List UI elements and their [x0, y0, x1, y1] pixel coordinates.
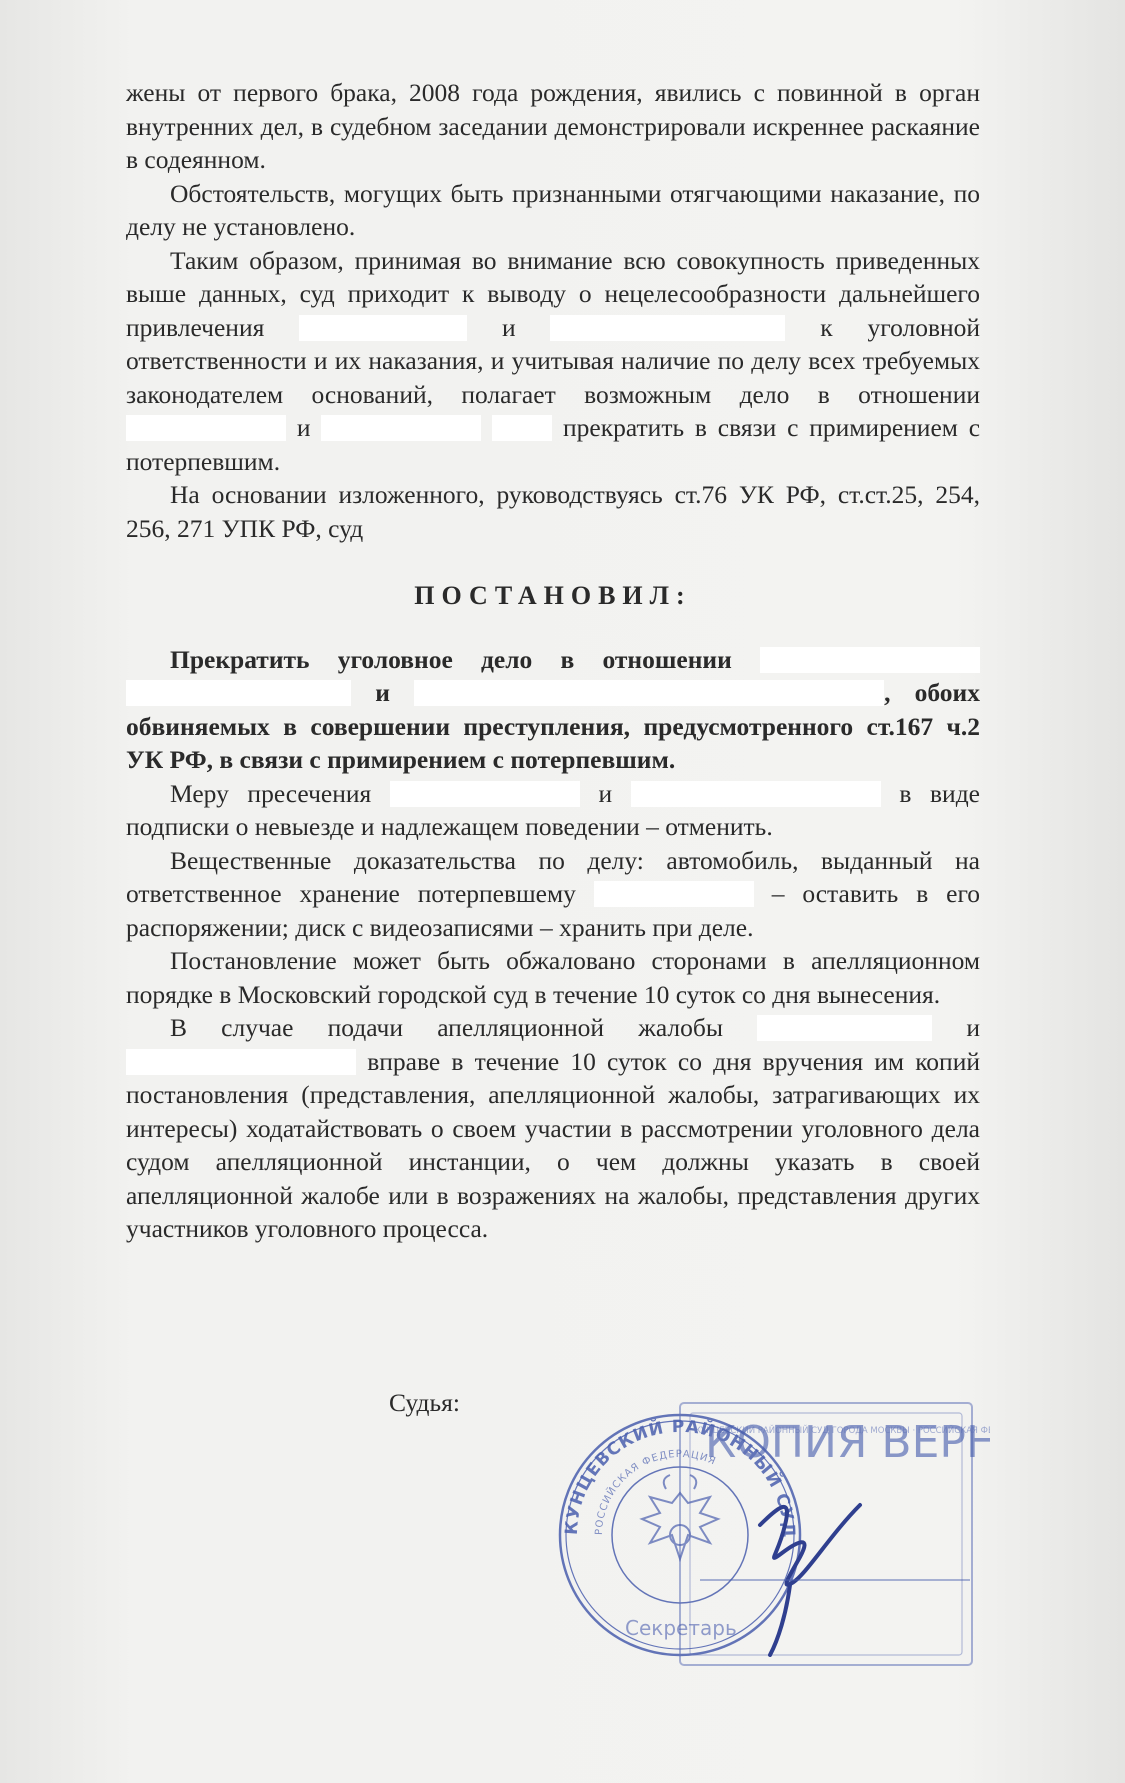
redacted-name [760, 647, 980, 673]
paragraph-5-text-3: в виде подписки о невыезде и надлежащем поведении – отменить. [126, 778, 980, 841]
redacted-name [321, 415, 481, 441]
paragraph-2-text-3: к уголовной ответственности и их наказания, и учитывая наличие по делу всех требуемых законодателем оснований, полагает возможным дело в отношении [126, 312, 981, 409]
paragraph-5-text-2: и [598, 778, 613, 808]
paragraph-1-text: Обстоятельств, могущих быть признанными отягчающими наказание, по делу не установлено. [126, 178, 980, 241]
redacted-name [757, 1015, 932, 1041]
redacted-name [594, 881, 754, 907]
paragraph-2-text-2: и [501, 312, 516, 342]
stamp-secretary-text: Секретарь [625, 1616, 737, 1640]
paragraph-3 [126, 478, 980, 545]
document-body [126, 76, 980, 1246]
paragraph-8 [126, 1011, 980, 1246]
stamp-inner-text: РОССИЙСКАЯ ФЕДЕРАЦИЯ [593, 1448, 718, 1536]
stamp-graphic [530, 1385, 990, 1685]
paragraph-1 [126, 177, 980, 244]
stamp-round-text: КУНЦЕВСКИЙ РАЙОННЫЙ СУД [561, 1416, 799, 1539]
redacted-name [390, 781, 580, 807]
redacted-name [126, 415, 286, 441]
paragraph-3-text: На основании изложенного, руководствуясь ст.76 УК РФ, ст.ст.25, 254, 256, 271 УПК РФ, суд [126, 480, 980, 543]
redacted-name [414, 680, 884, 706]
redacted-name [126, 1049, 356, 1075]
paragraph-0 [126, 76, 980, 177]
paragraph-7-text: Постановление может быть обжаловано сторонами в апелляционном порядке в Московский городской суд в течение 10 суток со дня вынесения. [126, 946, 980, 1009]
paragraph-0-text: жены от первого брака, 2008 года рождения, явились с повинной в орган внутренних дел, в судебном заседании демонстрировали искреннее раскаяние в содеянном. [126, 78, 980, 174]
decision-heading: ПОСТАНОВИЛ: [414, 581, 692, 610]
paragraph-6-text-1: Вещественные доказательства по делу: автомобиль, выданный на ответственное хранение потерпевшему [126, 845, 980, 908]
redacted-name [492, 415, 552, 441]
paragraph-2-text-4: и [296, 413, 311, 442]
paragraph-4-text-1: Прекратить уголовное дело в отношении [170, 644, 732, 674]
redacted-name [299, 315, 467, 341]
paragraph-8-text-1: В случае подачи апелляционной жалобы [170, 1013, 723, 1042]
redacted-name [631, 781, 881, 807]
paragraph-4 [126, 643, 980, 777]
paragraph-2-text-5: прекратить в связи с примирением с потерпевшим. [126, 413, 981, 476]
paragraph-8-text-2: и [966, 1013, 981, 1042]
paragraph-4-text-3: , обоих обвиняемых в совершении преступления, предусмотренного ст.167 ч.2 УК РФ, в связи с примирением с потерпевшим. [126, 678, 980, 774]
paragraph-5-text-1: Меру пресечения [170, 778, 372, 808]
redacted-name [550, 315, 785, 341]
paragraph-6-text-2: – оставить в его распоряжении; диск с видеозаписями – хранить при деле. [126, 879, 981, 942]
paragraph-2 [126, 244, 980, 479]
stamp-copy-text: КОПИЯ ВЕРН [705, 1417, 990, 1468]
paragraph-4-text-2: и [375, 678, 390, 707]
paragraph-5 [126, 777, 980, 844]
judge-label: Судья: [389, 1388, 460, 1417]
paragraph-8-text-3: вправе в течение 10 суток со дня вручения им копий постановления (представления, апелляционной жалобы, затрагивающих их интересы) ходатайствовать о своем участии в рассмотрении уголовного дела судом апелляционной инстанции, о чем должны указать в своей апелляционной жалобе или в возражениях на жалобы, представления других участников уголовного процесса. [126, 1046, 980, 1243]
stamp-rect-text: КУНЦЕВСКИЙ РАЙОННЫЙ СУД ГОРОДА МОСКВЫ · РОССИЙСКАЯ Ф [695, 1426, 988, 1436]
court-stamp [530, 1385, 990, 1685]
paragraph-7 [126, 944, 980, 1011]
paragraph-6 [126, 844, 980, 945]
redacted-name [126, 680, 351, 706]
paragraph-2-text-1: Таким образом, принимая во внимание всю совокупность приведенных выше данных, суд приходит к выводу о нецелесообразности дальнейшего привлечения [126, 245, 980, 342]
